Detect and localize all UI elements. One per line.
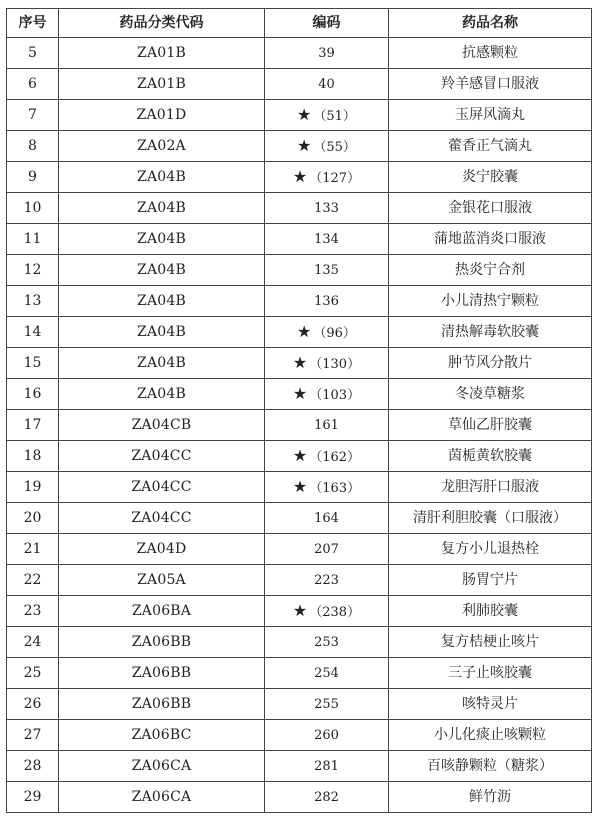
cell-seq: 29: [7, 782, 59, 813]
cell-code: [265, 534, 389, 565]
code-value: 282: [314, 790, 339, 805]
cell-code: [265, 131, 389, 162]
cell-seq: 15: [7, 348, 59, 379]
cell-drug-name: 复方桔梗止咳片: [389, 627, 592, 658]
code-value: （127）: [309, 171, 361, 186]
cell-seq: 9: [7, 162, 59, 193]
cell-code: [265, 751, 389, 782]
cell-code: [265, 627, 389, 658]
cell-seq: 19: [7, 472, 59, 503]
cell-category-code: ZA04CC: [59, 472, 265, 503]
cell-seq: 8: [7, 131, 59, 162]
cell-drug-name: 炎宁胶囊: [389, 162, 592, 193]
code-value: （51）: [313, 109, 356, 124]
cell-category-code: ZA04B: [59, 317, 265, 348]
cell-code: [265, 782, 389, 813]
cell-category-code: ZA04CB: [59, 410, 265, 441]
code-value: （162）: [309, 450, 361, 465]
cell-category-code: ZA04CC: [59, 441, 265, 472]
code-value: （130）: [309, 357, 361, 372]
cell-drug-name: 龙胆泻肝口服液: [389, 472, 592, 503]
cell-category-code: ZA04B: [59, 224, 265, 255]
cell-code: [265, 162, 389, 193]
header-seq: 序号: [7, 9, 59, 38]
cell-code: [265, 38, 389, 69]
cell-code: [265, 565, 389, 596]
cell-drug-name: 肿节风分散片: [389, 348, 592, 379]
cell-drug-name: 复方小儿退热栓: [389, 534, 592, 565]
table-row: [7, 503, 592, 534]
cell-seq: 16: [7, 379, 59, 410]
cell-drug-name: 咳特灵片: [389, 689, 592, 720]
table-row: [7, 224, 592, 255]
header-drug-name: 药品名称: [389, 9, 592, 38]
header-category-code: 药品分类代码: [59, 9, 265, 38]
star-icon: ★: [297, 136, 312, 155]
cell-category-code: ZA01B: [59, 38, 265, 69]
cell-drug-name: 小儿清热宁颗粒: [389, 286, 592, 317]
table-row: [7, 472, 592, 503]
cell-category-code: ZA01D: [59, 100, 265, 131]
code-value: 164: [314, 511, 339, 526]
code-value: （103）: [309, 388, 361, 403]
cell-code: [265, 689, 389, 720]
star-icon: ★: [297, 105, 312, 124]
cell-code: [265, 317, 389, 348]
code-value: （96）: [313, 326, 356, 341]
cell-code: [265, 441, 389, 472]
table-row: [7, 255, 592, 286]
cell-category-code: ZA02A: [59, 131, 265, 162]
cell-code: [265, 286, 389, 317]
cell-drug-name: 三子止咳胶囊: [389, 658, 592, 689]
cell-seq: 11: [7, 224, 59, 255]
cell-category-code: ZA05A: [59, 565, 265, 596]
star-icon: ★: [292, 477, 308, 496]
table-row: [7, 441, 592, 472]
code-value: 40: [318, 77, 335, 92]
cell-category-code: ZA04B: [59, 193, 265, 224]
cell-category-code: ZA04B: [59, 162, 265, 193]
cell-drug-name: 蒲地蓝消炎口服液: [389, 224, 592, 255]
cell-drug-name: 小儿化痰止咳颗粒: [389, 720, 592, 751]
cell-code: [265, 596, 389, 627]
cell-drug-name: 肠胃宁片: [389, 565, 592, 596]
table-row: [7, 782, 592, 813]
cell-category-code: ZA04B: [59, 379, 265, 410]
cell-code: [265, 472, 389, 503]
code-value: 253: [314, 635, 339, 650]
cell-drug-name: 金银花口服液: [389, 193, 592, 224]
cell-code: [265, 410, 389, 441]
code-value: 207: [314, 542, 339, 557]
star-icon: ★: [297, 322, 312, 341]
star-icon: ★: [292, 167, 308, 186]
cell-drug-name: 清肝利胆胶囊（口服液）: [389, 503, 592, 534]
cell-category-code: ZA04CC: [59, 503, 265, 534]
table-row: [7, 162, 592, 193]
table-row: [7, 317, 592, 348]
cell-seq: 18: [7, 441, 59, 472]
table-row: [7, 100, 592, 131]
table-row: [7, 193, 592, 224]
cell-category-code: ZA06BA: [59, 596, 265, 627]
cell-code: [265, 348, 389, 379]
cell-seq: 21: [7, 534, 59, 565]
cell-code: [265, 379, 389, 410]
cell-seq: 5: [7, 38, 59, 69]
star-icon: ★: [292, 601, 308, 620]
cell-category-code: ZA06BB: [59, 658, 265, 689]
cell-drug-name: 藿香正气滴丸: [389, 131, 592, 162]
cell-seq: 22: [7, 565, 59, 596]
cell-drug-name: 草仙乙肝胶囊: [389, 410, 592, 441]
table-row: [7, 69, 592, 100]
cell-seq: 14: [7, 317, 59, 348]
code-value: 134: [314, 232, 339, 247]
cell-category-code: ZA04D: [59, 534, 265, 565]
cell-drug-name: 抗感颗粒: [389, 38, 592, 69]
cell-seq: 23: [7, 596, 59, 627]
star-icon: ★: [292, 353, 308, 372]
cell-seq: 17: [7, 410, 59, 441]
table-row: [7, 596, 592, 627]
code-value: 161: [314, 418, 339, 433]
code-value: （55）: [313, 140, 356, 155]
cell-code: [265, 193, 389, 224]
cell-seq: 27: [7, 720, 59, 751]
cell-category-code: ZA06CA: [59, 751, 265, 782]
star-icon: ★: [292, 384, 308, 403]
cell-category-code: ZA06CA: [59, 782, 265, 813]
cell-code: [265, 224, 389, 255]
code-value: 260: [314, 728, 339, 743]
cell-code: [265, 720, 389, 751]
cell-seq: 20: [7, 503, 59, 534]
cell-seq: 13: [7, 286, 59, 317]
table-row: [7, 38, 592, 69]
code-value: 135: [314, 263, 339, 278]
cell-category-code: ZA06BC: [59, 720, 265, 751]
table-row: [7, 286, 592, 317]
code-value: 39: [318, 46, 335, 61]
cell-seq: 24: [7, 627, 59, 658]
table-row: [7, 379, 592, 410]
code-value: 255: [314, 697, 339, 712]
code-value: 281: [314, 759, 339, 774]
code-value: 133: [314, 201, 339, 216]
cell-drug-name: 羚羊感冒口服液: [389, 69, 592, 100]
cell-category-code: ZA04B: [59, 348, 265, 379]
code-value: 254: [314, 666, 339, 681]
star-icon: ★: [292, 446, 308, 465]
cell-drug-name: 清热解毒软胶囊: [389, 317, 592, 348]
table-row: [7, 720, 592, 751]
cell-drug-name: 冬凌草糖浆: [389, 379, 592, 410]
cell-drug-name: 利肺胶囊: [389, 596, 592, 627]
code-value: 223: [314, 573, 339, 588]
cell-drug-name: 鲜竹沥: [389, 782, 592, 813]
cell-code: [265, 100, 389, 131]
cell-category-code: ZA06BB: [59, 689, 265, 720]
drug-list-table: [6, 8, 592, 813]
cell-code: [265, 255, 389, 286]
cell-category-code: ZA01B: [59, 69, 265, 100]
cell-seq: 10: [7, 193, 59, 224]
cell-seq: 7: [7, 100, 59, 131]
cell-code: [265, 69, 389, 100]
header-code: 编码: [265, 9, 389, 38]
cell-code: [265, 503, 389, 534]
cell-code: [265, 658, 389, 689]
table-body: [7, 38, 592, 813]
cell-category-code: ZA04B: [59, 255, 265, 286]
table-row: [7, 534, 592, 565]
table-header: [7, 9, 592, 38]
table-row: [7, 751, 592, 782]
table-row: [7, 565, 592, 596]
table-row: [7, 658, 592, 689]
code-value: （238）: [309, 605, 361, 620]
table-row: [7, 348, 592, 379]
table-row: [7, 689, 592, 720]
table-row: [7, 410, 592, 441]
code-value: （163）: [309, 481, 361, 496]
table-row: [7, 131, 592, 162]
cell-drug-name: 茵栀黄软胶囊: [389, 441, 592, 472]
header-row: [7, 9, 592, 38]
cell-category-code: ZA04B: [59, 286, 265, 317]
table-row: [7, 627, 592, 658]
cell-seq: 28: [7, 751, 59, 782]
cell-category-code: ZA06BB: [59, 627, 265, 658]
cell-seq: 26: [7, 689, 59, 720]
cell-drug-name: 热炎宁合剂: [389, 255, 592, 286]
cell-seq: 25: [7, 658, 59, 689]
cell-drug-name: 百咳静颗粒（糖浆）: [389, 751, 592, 782]
cell-seq: 6: [7, 69, 59, 100]
cell-seq: 12: [7, 255, 59, 286]
cell-drug-name: 玉屏风滴丸: [389, 100, 592, 131]
code-value: 136: [314, 294, 339, 309]
